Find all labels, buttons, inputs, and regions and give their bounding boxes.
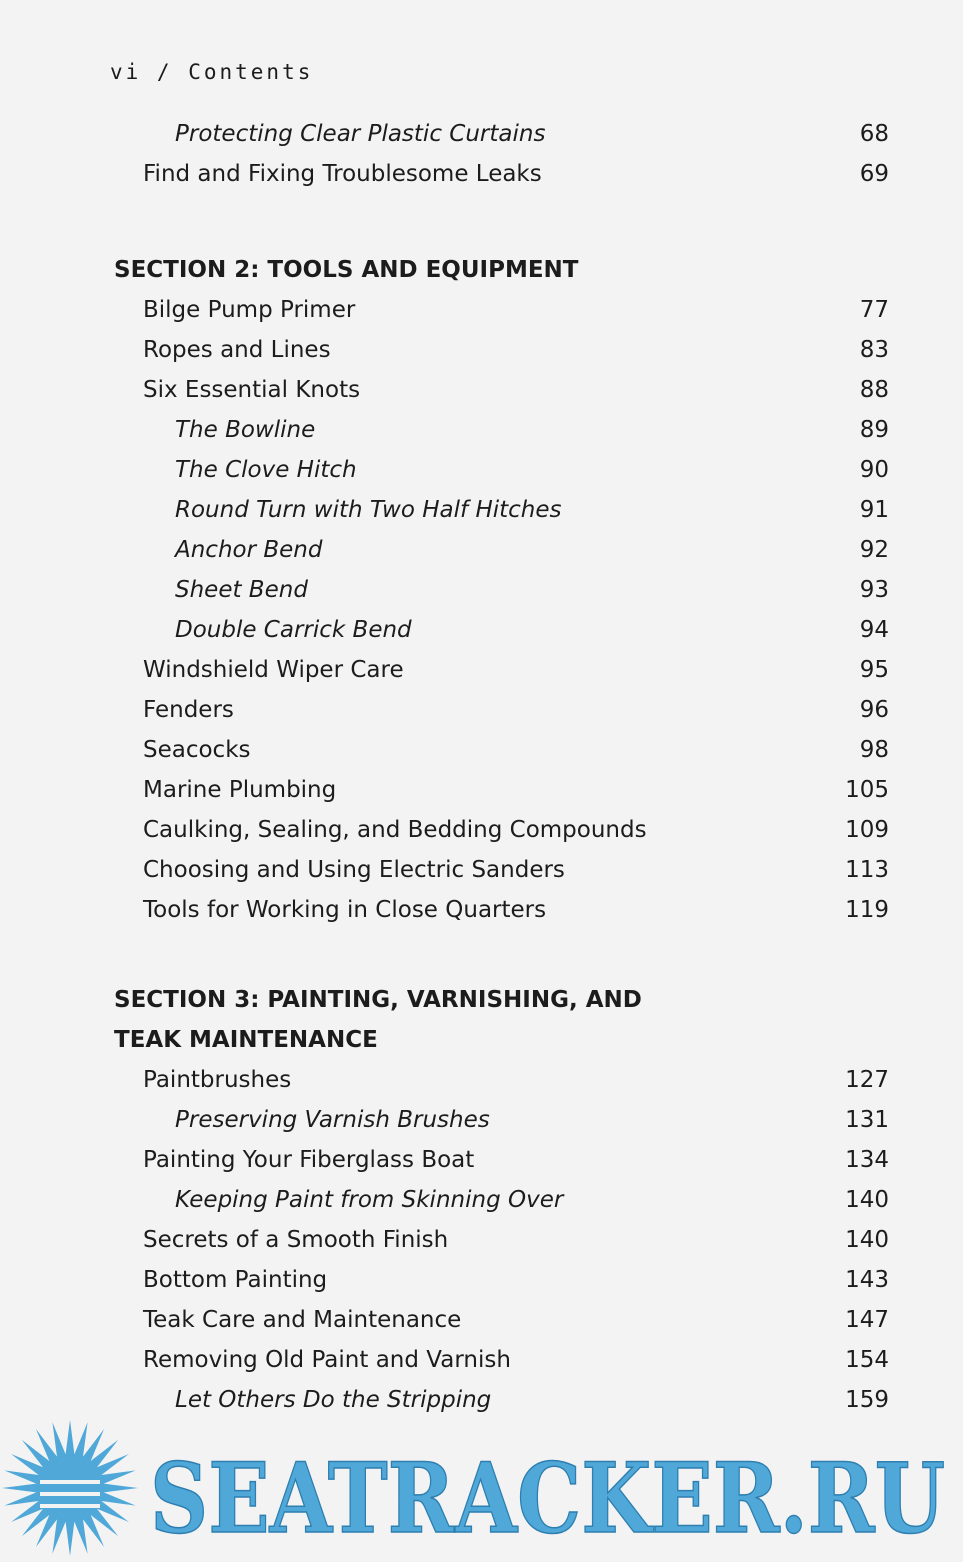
toc-entry-title: The Bowline xyxy=(175,417,316,443)
toc-entry xyxy=(0,412,963,452)
watermark xyxy=(0,1416,963,1558)
toc-entry xyxy=(0,1062,963,1102)
toc-entry xyxy=(0,732,963,772)
toc-entry-title: The Clove Hitch xyxy=(175,457,357,483)
toc-entry-title: Windshield Wiper Care xyxy=(143,657,404,683)
toc-entry-page: 93 xyxy=(859,577,889,603)
section-heading: SECTION 3: PAINTING, VARNISHING, AND xyxy=(114,987,642,1013)
toc-entry-page: 91 xyxy=(859,497,889,523)
toc-entry-title: Find and Fixing Troublesome Leaks xyxy=(143,161,542,187)
toc-entry-title: Sheet Bend xyxy=(175,577,308,603)
toc-entry-page: 113 xyxy=(845,857,889,883)
toc-entry-title: Choosing and Using Electric Sanders xyxy=(143,857,565,883)
toc-entry xyxy=(0,772,963,812)
toc-entry-page: 127 xyxy=(845,1067,889,1093)
toc-entry xyxy=(0,332,963,372)
toc-entry xyxy=(0,156,963,196)
toc-entry-title: Six Essential Knots xyxy=(143,377,361,403)
watermark-text: SEATRACKER.RU xyxy=(150,1442,945,1555)
watermark-graphic xyxy=(0,1416,963,1558)
toc-entry xyxy=(0,292,963,332)
toc-entry-title: Paintbrushes xyxy=(143,1067,292,1093)
section-heading: SECTION 2: TOOLS AND EQUIPMENT xyxy=(114,257,579,283)
toc-entry xyxy=(0,532,963,572)
toc-entry-title: Removing Old Paint and Varnish xyxy=(143,1347,511,1373)
toc-entry xyxy=(0,1142,963,1182)
toc-entry xyxy=(0,1102,963,1142)
toc-entry xyxy=(0,692,963,732)
toc-entry-page: 83 xyxy=(859,337,889,363)
toc-entry-page: 131 xyxy=(845,1107,889,1133)
toc-entry-page: 68 xyxy=(859,121,889,147)
toc-entry-title: Anchor Bend xyxy=(175,537,323,563)
toc-entry xyxy=(0,612,963,652)
toc-entry-title: Teak Care and Maintenance xyxy=(143,1307,462,1333)
toc-entry-page: 69 xyxy=(859,161,889,187)
toc-entry xyxy=(0,1262,963,1302)
page-header: vi / Contents xyxy=(110,60,314,84)
toc-entry xyxy=(0,852,963,892)
toc-entry-page: 94 xyxy=(859,617,889,643)
toc-entry-title: Fenders xyxy=(143,697,234,723)
section-heading: TEAK MAINTENANCE xyxy=(114,1027,378,1053)
toc-entry-title: Protecting Clear Plastic Curtains xyxy=(175,121,546,147)
toc-entry xyxy=(0,652,963,692)
toc-entry-page: 140 xyxy=(845,1227,889,1253)
toc-entry-page: 88 xyxy=(859,377,889,403)
toc-entry-page: 143 xyxy=(845,1267,889,1293)
toc-entry-title: Keeping Paint from Skinning Over xyxy=(175,1187,564,1213)
toc-entry xyxy=(0,1302,963,1342)
toc-entry xyxy=(0,116,963,156)
toc-entry-title: Seacocks xyxy=(143,737,251,763)
toc-entry-title: Marine Plumbing xyxy=(143,777,337,803)
toc-entry-page: 105 xyxy=(845,777,889,803)
toc-entry-page: 154 xyxy=(845,1347,889,1373)
toc-entry-title: Preserving Varnish Brushes xyxy=(175,1107,490,1133)
toc-entry-page: 159 xyxy=(845,1387,889,1413)
toc-entry-page: 77 xyxy=(859,297,889,323)
toc-entry xyxy=(0,812,963,852)
toc-entry-title: Let Others Do the Stripping xyxy=(175,1387,492,1413)
toc-entry-title: Secrets of a Smooth Finish xyxy=(143,1227,449,1253)
toc-entry-page: 147 xyxy=(845,1307,889,1333)
toc-entry-page: 134 xyxy=(845,1147,889,1173)
toc-entry-page: 96 xyxy=(859,697,889,723)
toc-entry xyxy=(0,372,963,412)
toc-entry xyxy=(0,452,963,492)
toc-entry xyxy=(0,1342,963,1382)
toc-entry-page: 92 xyxy=(859,537,889,563)
toc-entry-title: Double Carrick Bend xyxy=(175,617,412,643)
toc-entry-page: 109 xyxy=(845,817,889,843)
sun-icon xyxy=(2,1420,138,1556)
toc-entry-title: Bottom Painting xyxy=(143,1267,328,1293)
toc-entry-page: 140 xyxy=(845,1187,889,1213)
toc-entry-title: Bilge Pump Primer xyxy=(143,297,356,323)
toc-entry-title: Tools for Working in Close Quarters xyxy=(143,897,547,923)
toc-entry xyxy=(0,572,963,612)
toc-entry xyxy=(0,1222,963,1262)
toc-entry xyxy=(0,492,963,532)
toc-entry-page: 98 xyxy=(859,737,889,763)
toc-entry xyxy=(0,1182,963,1222)
toc-entry-page: 90 xyxy=(859,457,889,483)
toc-entry-title: Round Turn with Two Half Hitches xyxy=(175,497,562,523)
toc-entry-title: Painting Your Fiberglass Boat xyxy=(143,1147,475,1173)
toc-entry-page: 95 xyxy=(859,657,889,683)
toc-entry xyxy=(0,892,963,932)
toc-entry-page: 119 xyxy=(845,897,889,923)
toc-entry-title: Ropes and Lines xyxy=(143,337,331,363)
toc-entry-title: Caulking, Sealing, and Bedding Compounds xyxy=(143,817,647,843)
toc-entry-page: 89 xyxy=(859,417,889,443)
